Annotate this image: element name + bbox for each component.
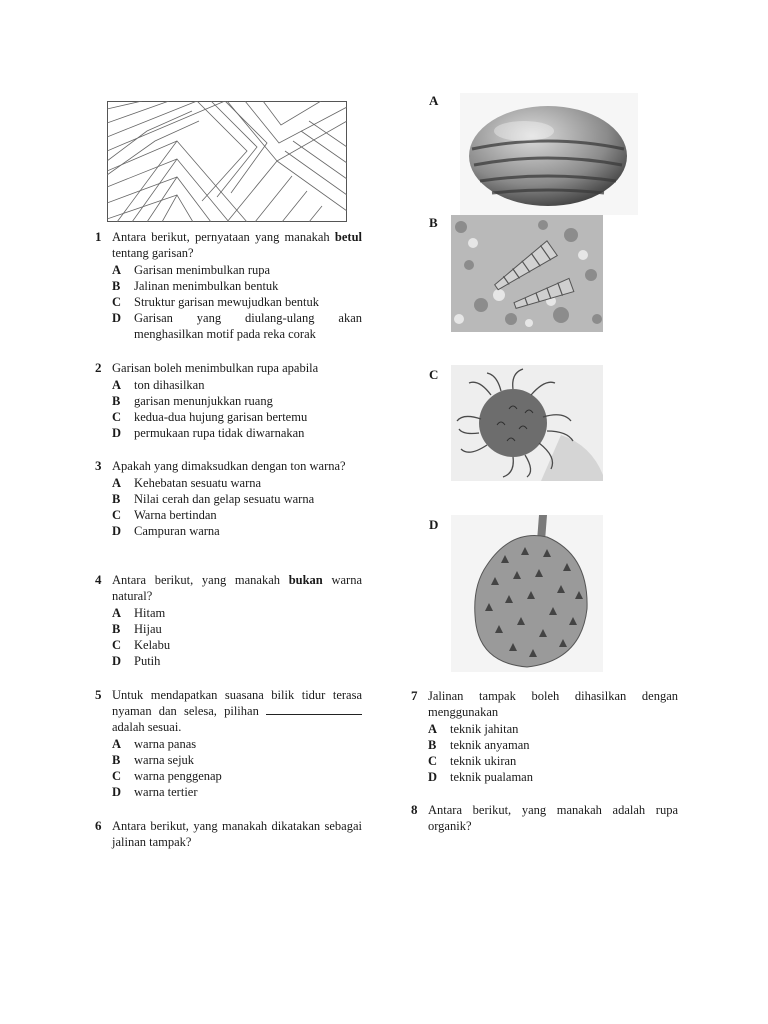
question-number: 7 [411, 688, 418, 703]
option-c: C warna penggenap [112, 769, 222, 783]
question-number: 2 [95, 360, 102, 375]
image-label-c: C [429, 367, 439, 382]
option-d: D Campuran warna [112, 524, 220, 538]
question-stem: Apakah yang dimaksudkan dengan ton warna? [112, 459, 346, 473]
option-a: A Kehebatan sesuatu warna [112, 476, 262, 490]
option-d: D warna tertier [112, 785, 198, 799]
option-a: A teknik jahitan [428, 722, 519, 736]
option-b: B warna sejuk [112, 753, 195, 767]
question-number: 8 [411, 802, 418, 817]
option-d: D Putih [112, 654, 161, 668]
question-stem: Garisan boleh menimbulkan rupa apabila [112, 361, 319, 375]
answer-blank [266, 703, 362, 715]
option-b: B Hijau [112, 622, 162, 636]
question-number: 5 [95, 687, 102, 702]
line-pattern-artwork [107, 101, 347, 222]
option-d: D teknik pualaman [428, 770, 533, 784]
option-c: C Warna bertindan [112, 508, 217, 522]
question-8 [411, 802, 678, 834]
option-a: A warna panas [112, 737, 197, 751]
question-stem: Untuk mendapatkan suasana bilik tidur terasa nyaman dan selesa, pilihan adalah sesuai. [112, 688, 362, 734]
question-number: 1 [95, 229, 102, 244]
question-number: 3 [95, 458, 102, 473]
watermelon-photo [460, 93, 638, 215]
option-a: A Hitam [112, 606, 166, 620]
question-stem: Antara berikut, yang manakah adalah rupa organik? [428, 803, 678, 833]
option-c: C teknik ukiran [428, 754, 517, 768]
image-label-a: A [429, 93, 439, 108]
question-1 [95, 229, 362, 342]
question-number: 4 [95, 572, 102, 587]
question-6 [95, 818, 362, 850]
option-b: B Nilai cerah dan gelap sesuatu warna [112, 492, 315, 506]
option-c: C Struktur garisan mewujudkan bentuk [112, 295, 320, 309]
option-d: D Garisan yang diulang-ulang akan menghasilkan motif pada reka corak [112, 311, 362, 341]
durian-photo [451, 515, 603, 672]
question-stem: Antara berikut, pernyataan yang manakah betul tentang garisan? [112, 230, 362, 260]
option-b: B Jalinan menimbulkan bentuk [112, 279, 279, 293]
question-number: 6 [95, 818, 102, 833]
image-label-b: B [429, 215, 438, 230]
question-5 [95, 687, 362, 800]
question-4 [95, 572, 362, 669]
option-a: A ton dihasilkan [112, 378, 205, 392]
option-b: B teknik anyaman [428, 738, 530, 752]
seashells-photo [451, 215, 603, 332]
option-b: B garisan menunjukkan ruang [112, 394, 273, 408]
question-stem: Jalinan tampak boleh dihasilkan dengan menggunakan [428, 689, 678, 719]
option-c: C kedua-dua hujung garisan bertemu [112, 410, 308, 424]
image-label-d: D [429, 517, 439, 532]
question-2 [95, 360, 362, 441]
option-d: D permukaan rupa tidak diwarnakan [112, 426, 305, 440]
question-stem: Antara berikut, yang manakah bukan warna natural? [112, 573, 362, 603]
question-stem: Antara berikut, yang manakah dikatakan sebagai jalinan tampak? [112, 819, 362, 849]
option-a: A Garisan menimbulkan rupa [112, 263, 271, 277]
option-c: C Kelabu [112, 638, 171, 652]
question-3 [95, 458, 362, 539]
question-7 [411, 688, 678, 785]
rambutan-photo [451, 365, 603, 481]
